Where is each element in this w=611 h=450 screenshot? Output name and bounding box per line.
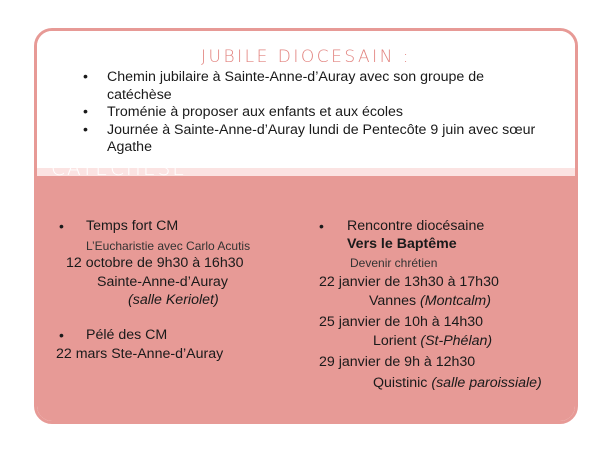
temps-fort-date: 12 octobre de 9h30 à 16h30 — [66, 255, 244, 271]
rencontre-title-2: Vers le Baptême — [347, 236, 457, 252]
rencontre-subtitle: Devenir chrétien — [350, 256, 438, 270]
jubile-list — [107, 69, 537, 157]
jubile-title: JUBILE DIOCESAIN : — [201, 47, 411, 67]
session-place: Lorient (St-Phélan) — [373, 333, 493, 349]
jubile-item-1: • Chemin jubilaire à Sainte-Anne-d’Auray avec son groupe de catéchèse — [107, 69, 537, 104]
session-date: 22 janvier de 13h30 à 17h30 — [319, 274, 499, 290]
jubile-item-3: • Journée à Sainte-Anne-d’Auray lundi de Pentecôte 9 juin avec sœur Agathe — [107, 122, 537, 157]
session-place: Vannes (Montcalm) — [369, 293, 491, 309]
temps-fort-subtitle: L’Eucharistie avec Carlo Acutis — [86, 239, 251, 253]
bullet: • — [59, 327, 64, 343]
bullet: • — [59, 218, 64, 234]
session-date: 29 janvier de 9h à 12h30 — [319, 354, 476, 370]
temps-fort-title: Temps fort CM — [86, 218, 179, 234]
pele-title: Pélé des CM — [86, 327, 168, 343]
session-date: 25 janvier de 10h à 14h30 — [319, 314, 484, 330]
jubile-item-2: • Troménie à proposer aux enfants et aux écoles — [107, 104, 537, 122]
bullet: • — [319, 218, 324, 234]
temps-fort-place: Sainte-Anne-d’Auray — [97, 274, 228, 290]
jubile-section — [37, 31, 575, 168]
session-place: Quistinic (salle paroissiale) — [373, 375, 542, 391]
pele-date: 22 mars Ste-Anne-d’Auray — [56, 346, 224, 362]
rencontre-title-1: Rencontre diocésaine — [347, 218, 485, 234]
temps-fort-room: (salle Keriolet) — [128, 292, 219, 308]
catechese-title: CATECHESE — [51, 156, 187, 180]
